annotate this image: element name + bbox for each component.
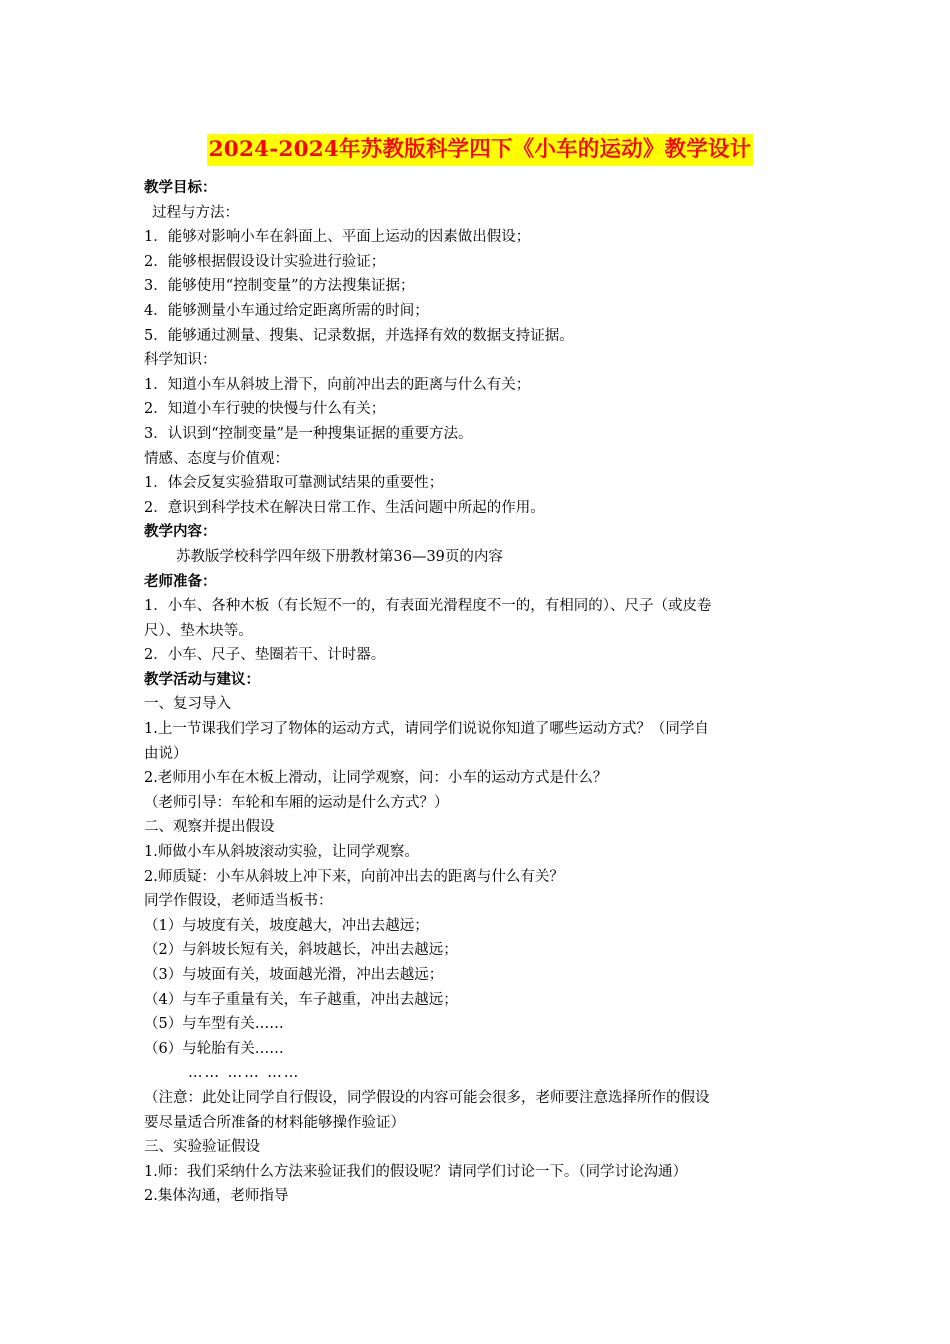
text-line: （注意：此处让同学自行假设，同学假设的内容可能会很多，老师要注意选择所作的假设 bbox=[144, 1089, 710, 1106]
text-line: （6）与轮胎有关…… bbox=[144, 1040, 284, 1057]
text-line: 2.老师用小车在木板上滑动，让同学观察，问：小车的运动方式是什么？ bbox=[144, 770, 608, 787]
text-line: …… …… …… bbox=[188, 1065, 301, 1082]
text-line: 1．小车、各种木板（有长短不一的，有表面光滑程度不一的，有相同的）、尺子（或皮卷 bbox=[144, 598, 712, 615]
text-line: 1．知道小车从斜坡上滑下，向前冲出去的距离与什么有关； bbox=[144, 376, 531, 393]
text-line: 2．小车、尺子、垫圈若干、计时器。 bbox=[144, 647, 386, 664]
text-line: 2.师质疑：小车从斜坡上冲下来，向前冲出去的距离与什么有关？ bbox=[144, 868, 564, 885]
text-line: 尺）、垫木块等。 bbox=[144, 622, 253, 639]
document-body bbox=[144, 176, 816, 1209]
document-page bbox=[144, 134, 816, 1209]
text-line: 1.师做小车从斜坡滚动实验，让同学观察。 bbox=[144, 844, 419, 861]
section-heading: 教学内容： bbox=[144, 524, 217, 541]
section-heading: 教学活动与建议： bbox=[144, 671, 260, 688]
text-line: 一、复习导入 bbox=[144, 696, 231, 713]
text-line: 二、观察并提出假设 bbox=[144, 819, 275, 836]
text-line: 3．能够使用“控制变量”的方法搜集证据； bbox=[144, 278, 415, 295]
text-line: 2.集体沟通，老师指导 bbox=[144, 1188, 289, 1205]
text-line: 2．能够根据假设设计实验进行验证； bbox=[144, 253, 386, 270]
text-line: 2．知道小车行驶的快慢与什么有关； bbox=[144, 401, 386, 418]
text-line: （1）与坡度有关，坡度越大，冲出去越远； bbox=[144, 917, 429, 934]
text-line: （2）与斜坡长短有关，斜坡越长，冲出去越远； bbox=[144, 942, 458, 959]
text-line: 三、实验验证假设 bbox=[144, 1139, 260, 1156]
text-line: 2．意识到科学技术在解决日常工作、生活问题中所起的作用。 bbox=[144, 499, 545, 516]
text-line: （老师引导：车轮和车厢的运动是什么方式？） bbox=[144, 794, 449, 811]
text-line: 要尽量适合所准备的材料能够操作验证） bbox=[144, 1114, 405, 1131]
text-line: 1.上一节课我们学习了物体的运动方式，请同学们说说你知道了哪些运动方式？（同学自 bbox=[144, 721, 709, 738]
text-line: 情感、态度与价值观： bbox=[144, 450, 289, 467]
text-line: 1.师：我们采纳什么方法来验证我们的假设呢？请同学们讨论一下。（同学讨论沟通） bbox=[144, 1163, 688, 1180]
text-line: 同学作假设，老师适当板书： bbox=[144, 893, 333, 910]
text-line: 科学知识： bbox=[144, 352, 217, 369]
section-heading: 教学目标： bbox=[144, 180, 217, 196]
text-line: 3．认识到“控制变量”是一种搜集证据的重要方法。 bbox=[144, 425, 473, 442]
text-line: 4．能够测量小车通过给定距离所需的时间； bbox=[144, 302, 429, 319]
text-line: 由说） bbox=[144, 745, 188, 762]
text-line: 苏教版学校科学四年级下册教材第36—39页的内容 bbox=[176, 548, 503, 565]
document-title: 2024-2024年苏教版科学四下《小车的运动》教学设计 bbox=[207, 134, 754, 166]
text-line: （5）与车型有关…… bbox=[144, 1016, 284, 1033]
text-line: 1．体会反复实验猎取可靠测试结果的重要性； bbox=[144, 475, 444, 492]
text-line: （3）与坡面有关，坡面越光滑，冲出去越远； bbox=[144, 967, 444, 983]
title-row bbox=[144, 134, 816, 170]
text-line: 5．能够通过测量、搜集、记录数据，并选择有效的数据支持证据。 bbox=[144, 327, 574, 344]
text-line: 过程与方法： bbox=[152, 204, 239, 221]
section-heading: 老师准备： bbox=[144, 573, 217, 590]
text-line: 1．能够对影响小车在斜面上、平面上运动的因素做出假设； bbox=[144, 229, 531, 246]
text-line: （4）与车子重量有关，车子越重，冲出去越远； bbox=[144, 991, 458, 1008]
